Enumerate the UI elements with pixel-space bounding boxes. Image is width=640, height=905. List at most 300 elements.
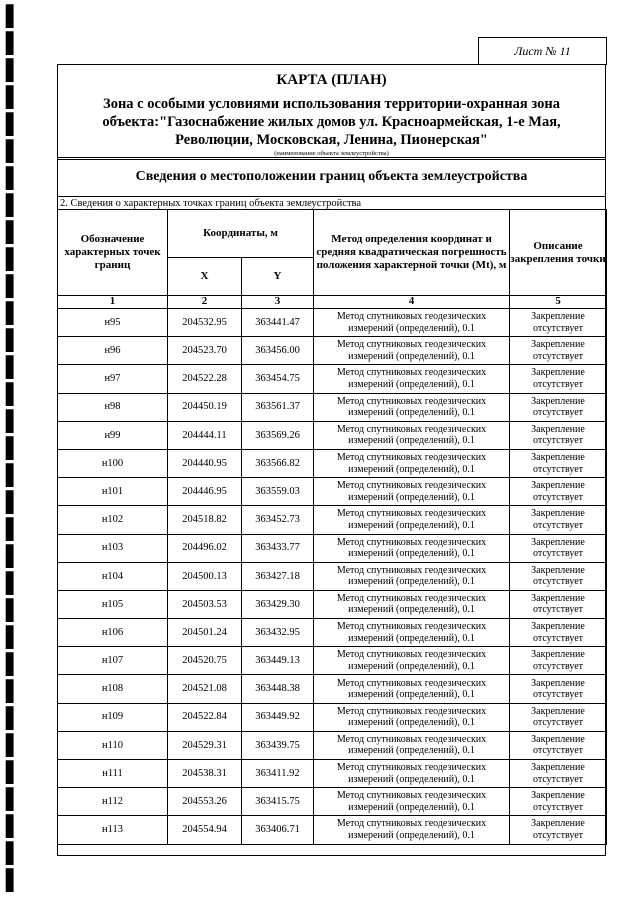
method-line: измерений (определений), 0.1 [348,519,475,531]
binding-hole-icon: ▌ [6,436,22,460]
x-cell [168,675,242,703]
table-row [58,731,607,759]
column-header-point: Обозначение характерных точек границ [58,210,168,296]
point-label: н105 [101,598,124,610]
fix-line: Закрепление [531,367,585,379]
fix-line: Закрепление [531,733,585,745]
table-row [58,619,607,647]
column-number: 1 [58,296,168,309]
binding-hole-icon: ▌ [6,112,22,136]
point-cell [58,675,168,703]
point-cell [58,421,168,449]
method-line: Метод спутниковых геодезических [336,818,487,830]
method-line: измерений (определений), 0.1 [348,491,475,503]
x-value: 204444.11 [182,429,227,441]
fix-line: отсутствует [532,407,584,419]
point-cell [58,788,168,816]
y-value: 363406.71 [255,824,300,836]
method-cell [314,816,510,844]
binding-hole-icon: ▌ [6,463,22,487]
method-cell [314,562,510,590]
method-cell [314,421,510,449]
method-line: Метод спутниковых геодезических [336,592,487,604]
binding-hole-icon: ▌ [6,841,22,865]
fix-line: Закрепление [531,649,585,661]
x-value: 204521.08 [182,683,227,695]
subsection-title: 2. Сведения о характерных точках границ объекта землеустройства [60,198,362,209]
table-row [58,393,607,421]
y-cell [242,675,314,703]
method-cell [314,534,510,562]
fix-line: Закрепление [531,818,585,830]
fix-line: отсутствует [532,491,584,503]
point-cell [58,506,168,534]
zone-title-line: объекта:"Газоснабжение жилых домов ул. Красноармейская, 1-е Мая, [102,114,561,130]
binding-hole-icon: ▌ [6,58,22,82]
method-line: измерений (определений), 0.1 [348,322,475,334]
x-cell [168,619,242,647]
fix-line: отсутствует [532,350,584,362]
y-cell [242,393,314,421]
fix-cell [510,675,607,703]
point-label: н104 [101,570,124,582]
binding-hole-icon: ▌ [6,706,22,730]
binding-hole-icon: ▌ [6,814,22,838]
fix-line: отсутствует [532,632,584,644]
binding-hole-icon: ▌ [6,4,22,28]
fix-cell [510,421,607,449]
fix-line: Закрепление [531,339,585,351]
method-line: измерений (определений), 0.1 [348,717,475,729]
method-line: измерений (определений), 0.1 [348,660,475,672]
fix-cell [510,731,607,759]
y-value: 363452.73 [255,514,300,526]
binding-hole-icon: ▌ [6,328,22,352]
point-cell [58,647,168,675]
y-value: 363448.38 [255,683,300,695]
fix-cell [510,506,607,534]
y-cell [242,365,314,393]
y-value: 363566.82 [255,457,300,469]
x-cell [168,731,242,759]
method-cell [314,365,510,393]
binding-hole-icon: ▌ [6,625,22,649]
method-line: Метод спутниковых геодезических [336,423,487,435]
fix-line: отсутствует [532,576,584,588]
method-line: Метод спутниковых геодезических [336,649,487,661]
fix-cell [510,760,607,788]
method-cell [314,788,510,816]
x-cell [168,590,242,618]
binding-hole-icon: ▌ [6,193,22,217]
point-cell [58,365,168,393]
method-cell [314,449,510,477]
table-row [58,309,607,337]
x-value: 204553.26 [182,796,227,808]
y-cell [242,309,314,337]
table-row [58,760,607,788]
table-row [58,337,607,365]
table-row [58,534,607,562]
y-cell [242,788,314,816]
method-line: Метод спутниковых геодезических [336,311,487,323]
point-cell [58,478,168,506]
y-value: 363456.00 [255,345,300,357]
zone-title-line: Зона с особыми условиями использования территории-охранная зона [103,96,560,112]
point-label: н111 [102,767,123,779]
x-cell [168,393,242,421]
x-value: 204446.95 [182,485,227,497]
method-line: Метод спутниковых геодезических [336,733,487,745]
fix-line: Закрепление [531,564,585,576]
binding-hole-icon: ▌ [6,31,22,55]
method-line: Метод спутниковых геодезических [336,790,487,802]
x-value: 204501.24 [182,626,227,638]
method-cell [314,337,510,365]
y-cell [242,647,314,675]
x-value: 204522.28 [182,373,227,385]
method-line: Метод спутниковых геодезических [336,508,487,520]
column-number: 5 [510,296,607,309]
fix-line: отсутствует [532,660,584,672]
table-row [58,590,607,618]
y-cell [242,478,314,506]
method-line: измерений (определений), 0.1 [348,773,475,785]
fix-cell [510,478,607,506]
y-value: 363415.75 [255,796,300,808]
point-label: н96 [104,345,121,357]
fix-cell [510,703,607,731]
x-value: 204503.53 [182,598,227,610]
x-cell [168,703,242,731]
point-label: н106 [101,626,124,638]
method-line: измерений (определений), 0.1 [348,576,475,588]
method-cell [314,760,510,788]
y-cell [242,562,314,590]
y-cell [242,534,314,562]
fix-line: отсутствует [532,519,584,531]
method-cell [314,506,510,534]
y-value: 363569.26 [255,429,300,441]
y-cell [242,449,314,477]
x-cell [168,421,242,449]
x-value: 204520.75 [182,655,227,667]
binding-hole-icon: ▌ [6,355,22,379]
table-row [58,365,607,393]
zone-title-line: Революции, Московская, Ленина, Пионерская" [175,132,488,148]
fix-cell [510,816,607,844]
x-cell [168,506,242,534]
y-value: 363449.92 [255,711,300,723]
y-value: 363441.47 [255,316,300,328]
point-label: н98 [104,401,121,413]
method-line: измерений (определений), 0.1 [348,829,475,841]
fix-line: отсутствует [532,745,584,757]
sheet-number: Лист № 11 [478,37,607,65]
method-line: измерений (определений), 0.1 [348,632,475,644]
y-value: 363429.30 [255,598,300,610]
y-cell [242,731,314,759]
x-value: 204523.70 [182,345,227,357]
column-number: 4 [314,296,510,309]
x-cell [168,365,242,393]
fix-cell [510,590,607,618]
fix-line: отсутствует [532,773,584,785]
method-line: измерений (определений), 0.1 [348,801,475,813]
point-cell [58,534,168,562]
fix-cell [510,365,607,393]
fix-line: отсутствует [532,322,584,334]
x-cell [168,816,242,844]
y-cell [242,816,314,844]
fix-line: отсутствует [532,604,584,616]
method-line: Метод спутниковых геодезических [336,480,487,492]
fix-line: отсутствует [532,801,584,813]
binding-hole-icon: ▌ [6,220,22,244]
method-line: Метод спутниковых геодезических [336,564,487,576]
fix-cell [510,788,607,816]
point-cell [58,731,168,759]
point-label: н108 [101,683,124,695]
table-row [58,562,607,590]
x-cell [168,337,242,365]
y-cell [242,506,314,534]
fix-line: Закрепление [531,705,585,717]
y-value: 363449.13 [255,655,300,667]
method-line: измерений (определений), 0.1 [348,604,475,616]
point-cell [58,393,168,421]
fix-line: Закрепление [531,790,585,802]
point-label: н95 [104,316,121,328]
point-cell [58,562,168,590]
fix-cell [510,619,607,647]
fix-line: Закрепление [531,423,585,435]
zone-caption: (наименование объекта землеустройства) [274,150,389,157]
binding-hole-icon: ▌ [6,247,22,271]
y-value: 363433.77 [255,542,300,554]
fix-line: Закрепление [531,452,585,464]
table-row [58,703,607,731]
y-cell [242,619,314,647]
y-value: 363411.92 [255,767,300,779]
point-cell [58,816,168,844]
method-cell [314,675,510,703]
point-label: н112 [102,796,123,808]
fix-line: Закрепление [531,592,585,604]
point-cell [58,590,168,618]
fix-cell [510,309,607,337]
x-value: 204440.95 [182,457,227,469]
point-label: н99 [104,429,121,441]
y-value: 363559.03 [255,485,300,497]
fix-line: отсутствует [532,689,584,701]
fix-line: Закрепление [531,508,585,520]
zone-title [57,95,606,149]
point-label: н100 [101,457,124,469]
point-label: н113 [102,824,123,836]
table-row [58,675,607,703]
binding-hole-icon: ▌ [6,274,22,298]
table-row [58,788,607,816]
binding-hole-icon: ▌ [6,787,22,811]
x-value: 204500.13 [182,570,227,582]
method-cell [314,619,510,647]
table-row [58,816,607,844]
x-cell [168,647,242,675]
point-cell [58,760,168,788]
y-cell [242,337,314,365]
x-value: 204450.19 [182,401,227,413]
binding-hole-icon: ▌ [6,85,22,109]
table-row [58,478,607,506]
document-header [57,64,606,158]
column-header-coords: Координаты, м [168,210,314,258]
fix-cell [510,449,607,477]
fix-cell [510,393,607,421]
document-title: КАРТА (ПЛАН) [276,72,387,88]
table-row [58,449,607,477]
y-cell [242,703,314,731]
fix-cell [510,534,607,562]
method-line: Метод спутниковых геодезических [336,367,487,379]
method-cell [314,478,510,506]
x-cell [168,309,242,337]
method-line: измерений (определений), 0.1 [348,435,475,447]
method-line: Метод спутниковых геодезических [336,395,487,407]
fix-line: отсутствует [532,548,584,560]
point-cell [58,449,168,477]
binding-hole-icon: ▌ [6,868,22,892]
method-line: измерений (определений), 0.1 [348,689,475,701]
method-line: Метод спутниковых геодезических [336,536,487,548]
fix-cell [510,562,607,590]
fix-line: Закрепление [531,621,585,633]
point-label: н101 [101,485,124,497]
column-header-y: Y [242,258,314,296]
method-line: Метод спутниковых геодезических [336,762,487,774]
x-value: 204522.84 [182,711,227,723]
method-cell [314,590,510,618]
binding-hole-icon: ▌ [6,166,22,190]
method-line: Метод спутниковых геодезических [336,677,487,689]
x-cell [168,562,242,590]
method-cell [314,309,510,337]
binding-hole-icon: ▌ [6,598,22,622]
fix-line: отсутствует [532,435,584,447]
fix-line: Закрепление [531,395,585,407]
point-cell [58,703,168,731]
column-header-fix: Описание закрепления точки [510,210,607,296]
method-cell [314,703,510,731]
y-cell [242,421,314,449]
x-value: 204532.95 [182,316,227,328]
table-row [58,421,607,449]
y-value: 363454.75 [255,373,300,385]
method-cell [314,393,510,421]
x-cell [168,478,242,506]
binding-hole-icon: ▌ [6,139,22,163]
column-header-x: X [168,258,242,296]
fix-cell [510,647,607,675]
y-cell [242,590,314,618]
x-cell [168,449,242,477]
x-value: 204496.02 [182,542,227,554]
point-label: н103 [101,542,124,554]
column-header-method: Метод определения координат и средняя квадратическая погрешность положения характерной точки (Mt), м [314,210,510,296]
method-line: измерений (определений), 0.1 [348,745,475,757]
method-cell [314,647,510,675]
table-row [58,506,607,534]
fix-line: Закрепление [531,536,585,548]
method-line: измерений (определений), 0.1 [348,350,475,362]
binding-hole-icon: ▌ [6,490,22,514]
column-number: 3 [242,296,314,309]
binding-hole-icon: ▌ [6,544,22,568]
point-cell [58,619,168,647]
x-cell [168,534,242,562]
fix-line: отсутствует [532,378,584,390]
x-value: 204538.31 [182,767,227,779]
fix-line: отсутствует [532,829,584,841]
section-title: Сведения о местоположении границ объекта землеустройства [57,159,606,197]
x-value: 204518.82 [182,514,227,526]
fix-line: отсутствует [532,463,584,475]
point-label: н102 [101,514,124,526]
fix-cell [510,337,607,365]
fix-line: Закрепление [531,762,585,774]
method-line: Метод спутниковых геодезических [336,452,487,464]
x-value: 204554.94 [182,824,227,836]
column-number: 2 [168,296,242,309]
binding-hole-icon: ▌ [6,301,22,325]
method-line: Метод спутниковых геодезических [336,621,487,633]
method-line: измерений (определений), 0.1 [348,378,475,390]
x-cell [168,760,242,788]
x-value: 204529.31 [182,739,227,751]
binding-hole-icon: ▌ [6,679,22,703]
method-line: измерений (определений), 0.1 [348,407,475,419]
fix-line: Закрепление [531,677,585,689]
fix-line: Закрепление [531,480,585,492]
point-label: н110 [102,739,123,751]
method-cell [314,731,510,759]
binding-holes [0,0,26,905]
point-label: н107 [101,655,124,667]
binding-hole-icon: ▌ [6,571,22,595]
table-row [58,647,607,675]
method-line: измерений (определений), 0.1 [348,548,475,560]
binding-hole-icon: ▌ [6,517,22,541]
fix-line: Закрепление [531,311,585,323]
y-value: 363427.18 [255,570,300,582]
point-label: н97 [104,373,121,385]
binding-hole-icon: ▌ [6,733,22,757]
binding-hole-icon: ▌ [6,760,22,784]
binding-hole-icon: ▌ [6,652,22,676]
binding-hole-icon: ▌ [6,382,22,406]
method-line: Метод спутниковых геодезических [336,705,487,717]
binding-hole-icon: ▌ [6,409,22,433]
points-table [57,209,607,845]
point-cell [58,309,168,337]
y-cell [242,760,314,788]
point-label: н109 [101,711,124,723]
y-value: 363439.75 [255,739,300,751]
point-cell [58,337,168,365]
y-value: 363561.37 [255,401,300,413]
x-cell [168,788,242,816]
y-value: 363432.95 [255,626,300,638]
